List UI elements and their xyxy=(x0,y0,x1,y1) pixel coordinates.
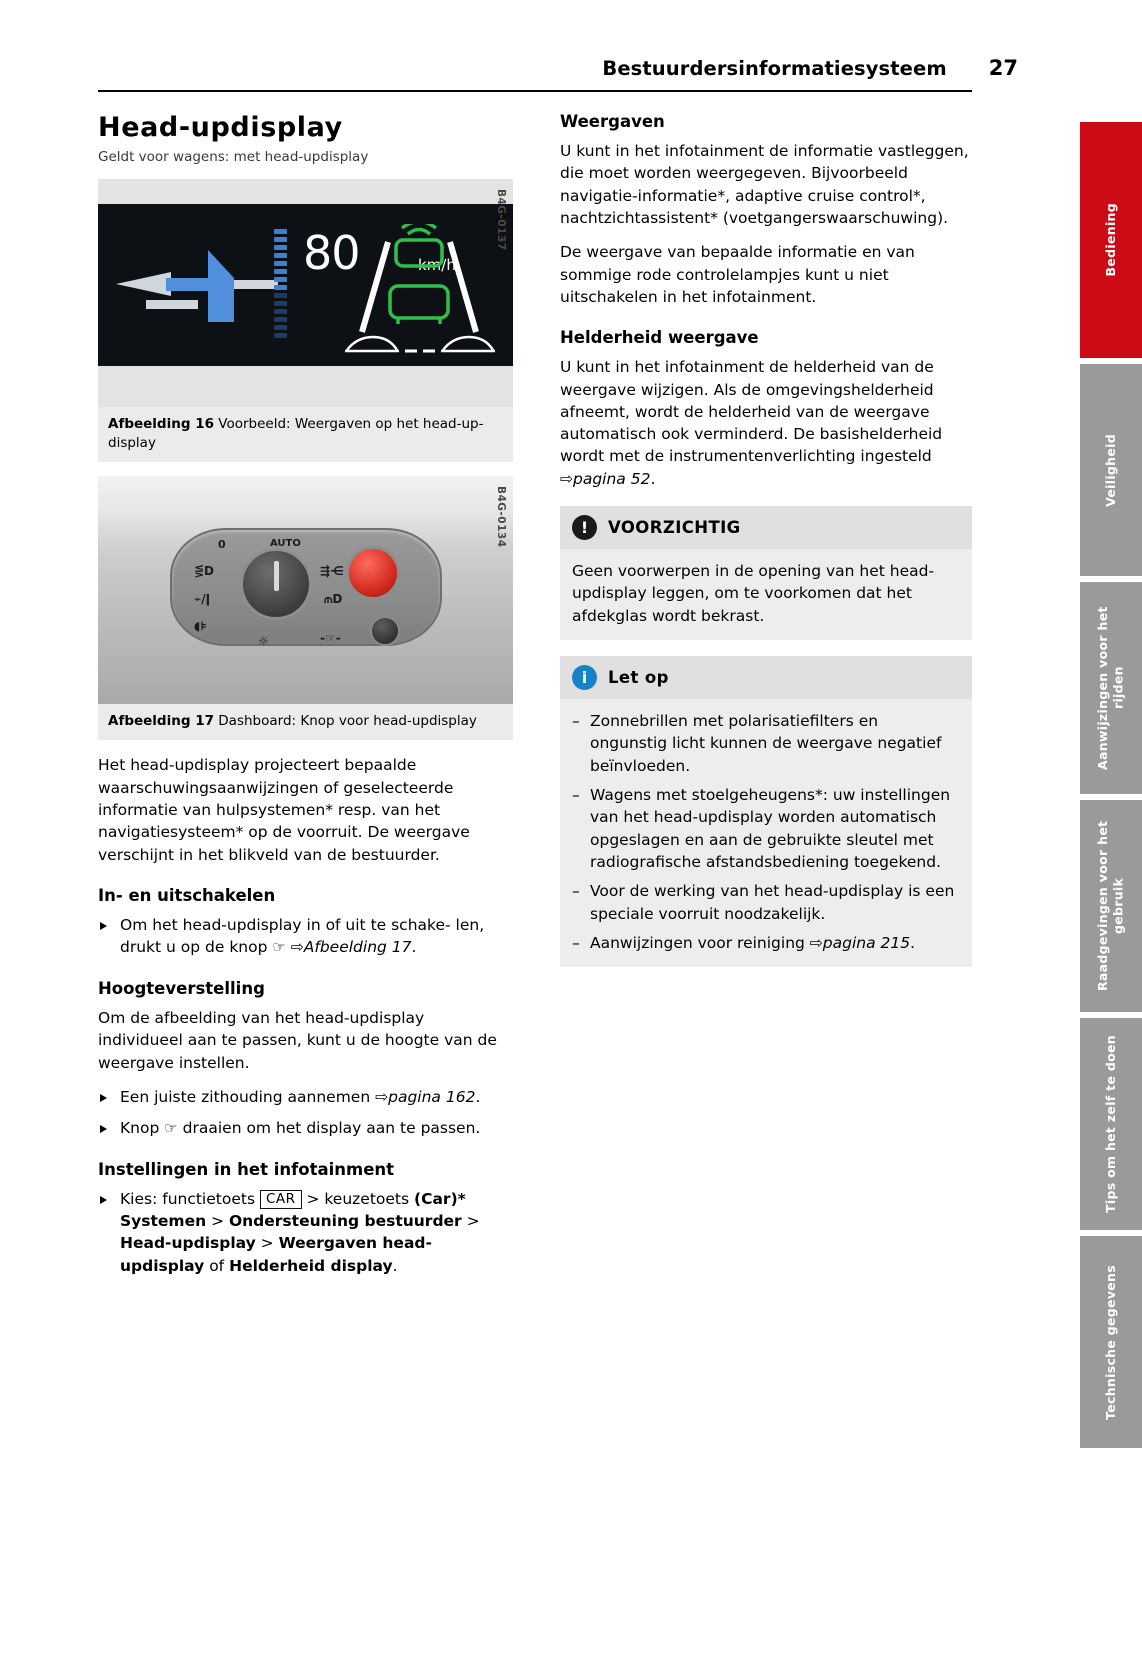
height-list xyxy=(98,1086,513,1140)
tab-raadgevingen-gebruik[interactable] xyxy=(1080,800,1142,1012)
figure-17-image xyxy=(98,476,513,704)
tab-aanwijzingen-rijden[interactable] xyxy=(1080,582,1142,794)
on-off-reference: Afbeelding 17 xyxy=(303,938,412,957)
tab-technische-gegevens[interactable] xyxy=(1080,1236,1142,1448)
tab-veiligheid-label: Veiligheid xyxy=(1103,433,1119,507)
figure-17-caption xyxy=(98,704,513,740)
settings-text-2: > keuzetoets xyxy=(306,1189,410,1208)
note-item4-end: . xyxy=(910,933,916,952)
figure-16-code: B4G-0137 xyxy=(495,189,507,251)
height-item1-text: Een juiste zithouding aannemen xyxy=(120,1087,371,1106)
tab-bediening[interactable] xyxy=(1080,122,1142,358)
tab-tips-zelf-doen[interactable] xyxy=(1080,1018,1142,1230)
note-item4-reference: pagina 215 xyxy=(822,933,911,952)
figure-17-caption-text: Dashboard: Knop voor head-updisplay xyxy=(218,713,477,730)
height-item2-text-a: Knop xyxy=(120,1119,160,1138)
list-item xyxy=(572,932,960,954)
height-item2-text-b: draaien om het display aan te passen. xyxy=(182,1119,481,1138)
knob-label-auto: AUTO xyxy=(270,538,301,550)
page-number: 27 xyxy=(988,56,1018,80)
arrow-icon: ⇨ xyxy=(560,469,573,488)
weergaven-paragraph-2: De weergave van bepaalde informatie en van sommige rode controlelampjes kunt u niet uitschakelen in het infotainment. xyxy=(560,243,915,306)
list-item xyxy=(98,1117,513,1140)
hud-knob-icon: -☞- xyxy=(320,631,341,646)
warning-box xyxy=(560,506,972,640)
note-box-title: Let op xyxy=(608,668,669,687)
figure-17-caption-label: Afbeelding 17 xyxy=(108,713,214,730)
helderheid-reference: pagina 52 xyxy=(573,469,651,488)
lane-assist-icon xyxy=(344,224,494,334)
arrow-icon: ⇨ xyxy=(809,933,823,952)
list-item: Een juiste zithouding aannemen ⇨pagina 162. xyxy=(98,1086,513,1108)
height-item1-reference: pagina 162 xyxy=(388,1087,476,1106)
list-item: – Voor de werking van het head-updisplay is een speciale voorruit noodzakelijk. xyxy=(572,880,960,925)
warning-box-header xyxy=(560,506,972,549)
list-item: Om het head-updisplay in of uit te schake- len, drukt u op de knop ☞ ⇨Afbeelding 17. xyxy=(98,914,513,959)
section-height-adjust: Hoogteverstelling xyxy=(98,978,265,998)
intro-paragraph: Het head-updisplay projecteert bepaalde waarschuwingsaanwijzingen of geselecteerde informatie van hulpsystemen* resp. van het navigatiesysteem* op de voorruit. De weergave verschijnt in het blikveld van de bestuurder. xyxy=(98,756,470,864)
arrow-icon: ⇨ xyxy=(375,1087,389,1106)
rear-fog-icon: ◖⊧ xyxy=(194,619,207,634)
dashboard-photo xyxy=(98,476,513,704)
hud-speed-value: 80 xyxy=(303,226,360,280)
note-box-body xyxy=(560,699,972,967)
hud-level-bars xyxy=(274,229,287,347)
tab-aanwijzingen-rijden-label: Aanwijzingen voor het rijden xyxy=(1095,606,1126,770)
tab-raadgevingen-gebruik-label: Raadgevingen voor het gebruik xyxy=(1095,820,1126,992)
on-off-list xyxy=(98,914,513,959)
section-on-off: In- en uitschakelen xyxy=(98,886,276,906)
tab-veiligheid[interactable] xyxy=(1080,364,1142,576)
instrument-light-icon: ☼ xyxy=(258,634,269,649)
figure-16-caption-label: Afbeelding 16 xyxy=(108,416,214,432)
settings-end: . xyxy=(392,1256,398,1275)
note-box xyxy=(560,656,972,967)
hud-graphic xyxy=(98,204,513,366)
low-beam-icon: ⫙D xyxy=(324,592,343,607)
fog-light-icon: ⋚D xyxy=(194,564,215,579)
settings-path-1: Systemen xyxy=(120,1212,207,1231)
figure-17-code: B4G-0134 xyxy=(495,486,507,548)
left-column xyxy=(98,112,513,1289)
settings-path-5: Helderheid display xyxy=(229,1256,393,1275)
list-item: – Wagens met stoelgeheugens*: uw instellingen van het head-updisplay worden automatisch opgeslagen en aan de gebruikte sleutel met radiografische afstandsbediening toegekend. xyxy=(572,784,960,873)
warning-box-text: Geen voorwerpen in de opening van het head-updisplay leggen, om te voorkomen dat het afdekglas wordt bekrast. xyxy=(572,562,935,625)
warning-box-title: VOORZICHTIG xyxy=(608,518,741,538)
height-paragraph: Om de afbeelding van het head-updisplay individueel aan te passen, kunt u de hoogte van de weergave instellen. xyxy=(98,1008,497,1072)
settings-text-1: Kies: functietoets xyxy=(120,1189,256,1208)
hud-button-red xyxy=(346,546,400,600)
settings-or: of xyxy=(209,1256,225,1275)
weergaven-paragraph-1: U kunt in het infotainment de informatie vastleggen, die moet worden weergegeven. Bijvoorbeeld navigatie-informatie*, adaptive cruise control*, nachtzichtassistent* (voetgangerswaarschuwing). xyxy=(560,142,969,227)
note-item4-text: Aanwijzingen voor reiniging xyxy=(590,933,805,952)
page-subtitle: Geldt voor wagens: met head-updisplay xyxy=(98,149,369,165)
settings-path-3: Head-updisplay xyxy=(120,1234,256,1253)
helderheid-text: U kunt in het infotainment de helderheid van de weergave wijzigen. Als de omgevingshelderheid afneemt, wordt de helderheid van de weergave automatisch ook verminderd. De basishelderheid wordt met de instrumentenverlichting ingesteld xyxy=(560,358,943,466)
list-item: – Zonnebrillen met polarisatiefilters en ongunstig licht kunnen de weergave negatief beïnvloeden. xyxy=(572,710,960,777)
on-off-text-a: Om het head-updisplay in of uit te schake- xyxy=(120,916,451,935)
figure-16-image xyxy=(98,179,513,407)
hud-knob-icon: ☞ xyxy=(272,938,286,957)
section-infotainment-settings: Instellingen in het infotainment xyxy=(98,1159,395,1179)
navigation-arrow-icon xyxy=(116,244,281,329)
note-box-header xyxy=(560,656,972,699)
warning-icon: ! xyxy=(572,515,597,540)
tab-technische-gegevens-label: Technische gegevens xyxy=(1103,1264,1119,1420)
note-list xyxy=(572,710,960,954)
car-key-button[interactable]: CAR xyxy=(260,1190,302,1209)
info-icon: i xyxy=(572,665,597,690)
right-column xyxy=(560,112,972,967)
arrow-icon: ⇨ xyxy=(290,938,304,957)
header-title: Bestuurdersinformatiesysteem xyxy=(602,57,947,80)
section-helderheid: Helderheid weergave xyxy=(560,328,759,348)
header-divider xyxy=(98,90,972,92)
settings-car-label: (Car)* xyxy=(414,1189,466,1208)
tab-bediening-label: Bediening xyxy=(1103,203,1119,277)
hud-knob-icon: ☞ xyxy=(164,1119,178,1138)
list-item: Kies: functietoets CAR > keuzetoets (Car)* Systemen > Ondersteuning bestuurder > Head-updisplay > Weergaven head-updisplay of Helderheid display. xyxy=(98,1188,513,1277)
warning-box-body xyxy=(560,549,972,640)
figure-17 xyxy=(98,476,513,740)
headlight-range-icon: ⇶⋲ xyxy=(320,564,344,579)
helderheid-end: . xyxy=(650,469,656,488)
settings-path-2: Ondersteuning bestuurder xyxy=(228,1212,462,1231)
helderheid-paragraph xyxy=(560,356,972,490)
hud-speed-unit: km/h xyxy=(418,256,456,274)
on-off-text-b: len, drukt u op de knop xyxy=(120,916,485,957)
page-title: Head-updisplay xyxy=(98,112,343,143)
light-switch-knob xyxy=(240,548,312,620)
figure-16-caption xyxy=(98,407,513,462)
settings-path-4: Weergaven head-updisplay xyxy=(120,1234,432,1275)
figure-16-caption-text: Voorbeeld: Weergaven op het head-up-display xyxy=(108,416,484,452)
tab-tips-zelf-doen-label: Tips om het zelf te doen xyxy=(1103,1035,1119,1213)
section-weergaven: Weergaven xyxy=(560,112,665,131)
figure-16 xyxy=(98,179,513,462)
settings-list xyxy=(98,1188,513,1277)
chapter-tabs xyxy=(1080,122,1142,1454)
page-header xyxy=(98,56,1018,80)
knob-label-zero: 0 xyxy=(218,538,226,552)
parking-light-icon: ⌁/ǀ xyxy=(194,592,211,607)
distance-indicator-icon xyxy=(343,330,498,356)
